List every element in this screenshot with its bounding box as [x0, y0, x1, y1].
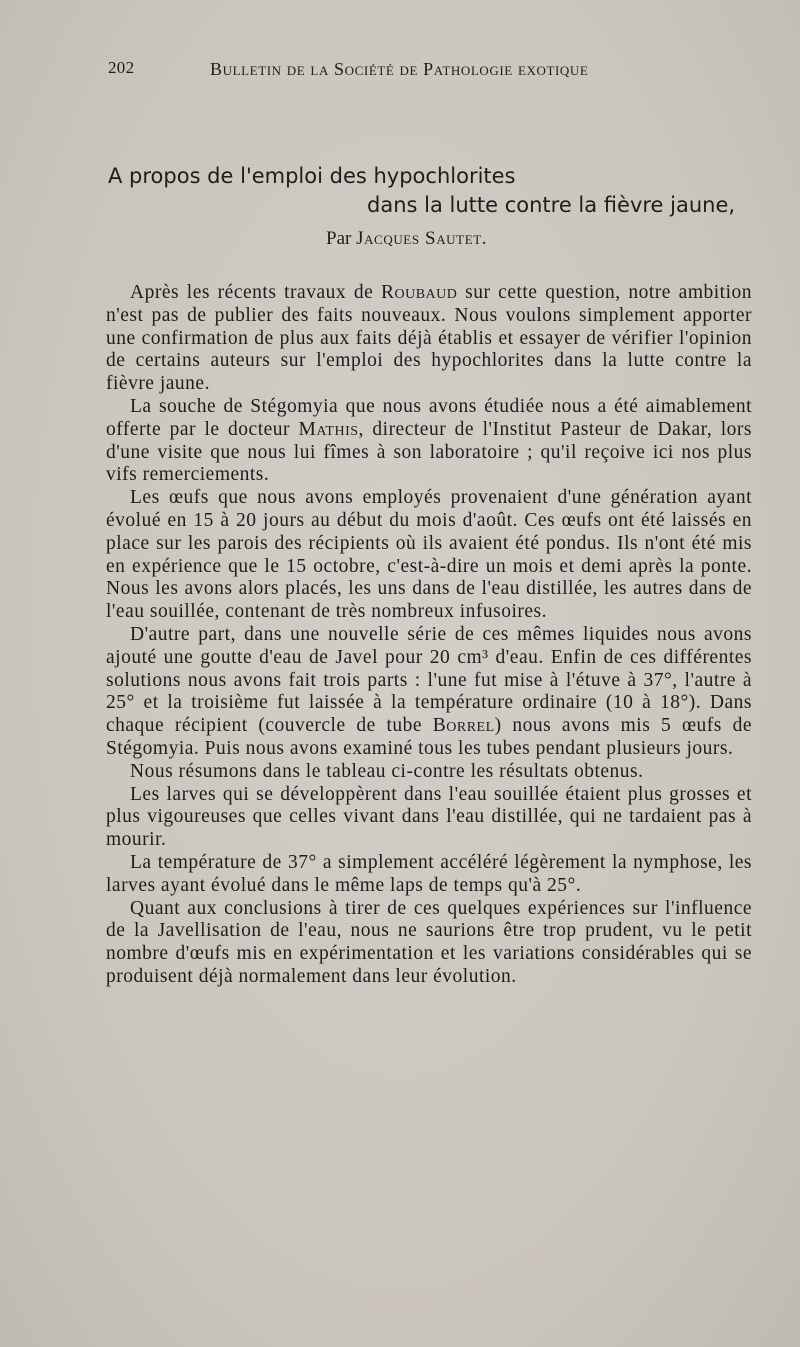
title-line-2: dans la lutte contre la fièvre jaune,	[367, 193, 736, 217]
cited-author: Mathis	[298, 418, 359, 440]
byline	[326, 228, 487, 250]
paragraph: Les larves qui se développèrent dans l'eau souillée étaient plus grosses et plus vigoureuses que celles vivant dans l'eau distillée, qui ne tardaient pas à mourir.	[106, 783, 752, 851]
cited-author: Roubaud	[380, 282, 458, 303]
page-number: 202	[108, 58, 135, 77]
paragraph: La souche de Stégomyia que nous avons étudiée nous a été aimablement offerte par le docteur Mathis, directeur de l'Institut Pasteur de Dakar, lors d'une visite que nous lui fîmes à son laboratoire ; qu'il reçoive ici nos plus vifs remerciements.	[106, 395, 752, 486]
article-title	[108, 162, 758, 220]
byline-prefix: Par	[326, 228, 352, 249]
paragraph: Quant aux conclusions à tirer de ces quelques expériences sur l'influence de la Javellisation de l'eau, nous ne saurions être trop prudent, vu le petit nombre d'œufs mis en expérimentation et les variations considérables qui se produisent déjà normalement dans leur évolution.	[106, 897, 752, 987]
article-body	[106, 282, 752, 989]
paragraph: La température de 37° a simplement accéléré légèrement la nymphose, les larves ayant évolué dans le même laps de temps qu'à 25°.	[106, 851, 752, 896]
author-name: Jacques Sautet.	[356, 228, 488, 249]
title-line-1: A propos de l'emploi des hypochlorites	[108, 164, 516, 188]
paragraph: Après les récents travaux de Roubaud sur cette question, notre ambition n'est pas de publier des faits nouveaux. Nous voulons simplement apporter une confirmation de plus aux faits déjà établis et essayer de vérifier l'opinion de certains auteurs sur l'emploi des hypochlorites dans la lutte contre la fièvre jaune.	[106, 282, 752, 395]
cited-author: Borrel	[432, 715, 495, 737]
paragraph: D'autre part, dans une nouvelle série de ces mêmes liquides nous avons ajouté une goutte d'eau de Javel pour 20 cm³ d'eau. Enfin de ces différentes solutions nous avons fait trois parts : l'une fut mise à l'étuve à 37°, l'autre à 25° et la troisième fut laissée à la température ordinaire (10 à 18°). Dans chaque récipient (couvercle de tube Borrel) nous avons mis 5 œufs de Stégomyia. Puis nous avons examiné tous les tubes pendant plusieurs jours.	[106, 623, 752, 759]
journal-title: Bulletin de la Société de Pathologie exotique	[210, 59, 589, 79]
paragraph: Les œufs que nous avons employés provenaient d'une génération ayant évolué en 15 à 20 jours au début du mois d'août. Ces œufs ont été laissés en place sur les parois des récipients où ils avaient été pondus. Ils n'ont été mis en expérience que le 15 octobre, c'est-à-dire un mois et demi après la ponte. Nous les avons alors placés, les uns dans de l'eau distillée, les autres dans de l'eau souillée, contenant de très nombreux infusoires.	[106, 487, 752, 623]
paragraph: Nous résumons dans le tableau ci-contre les résultats obtenus.	[130, 760, 644, 782]
